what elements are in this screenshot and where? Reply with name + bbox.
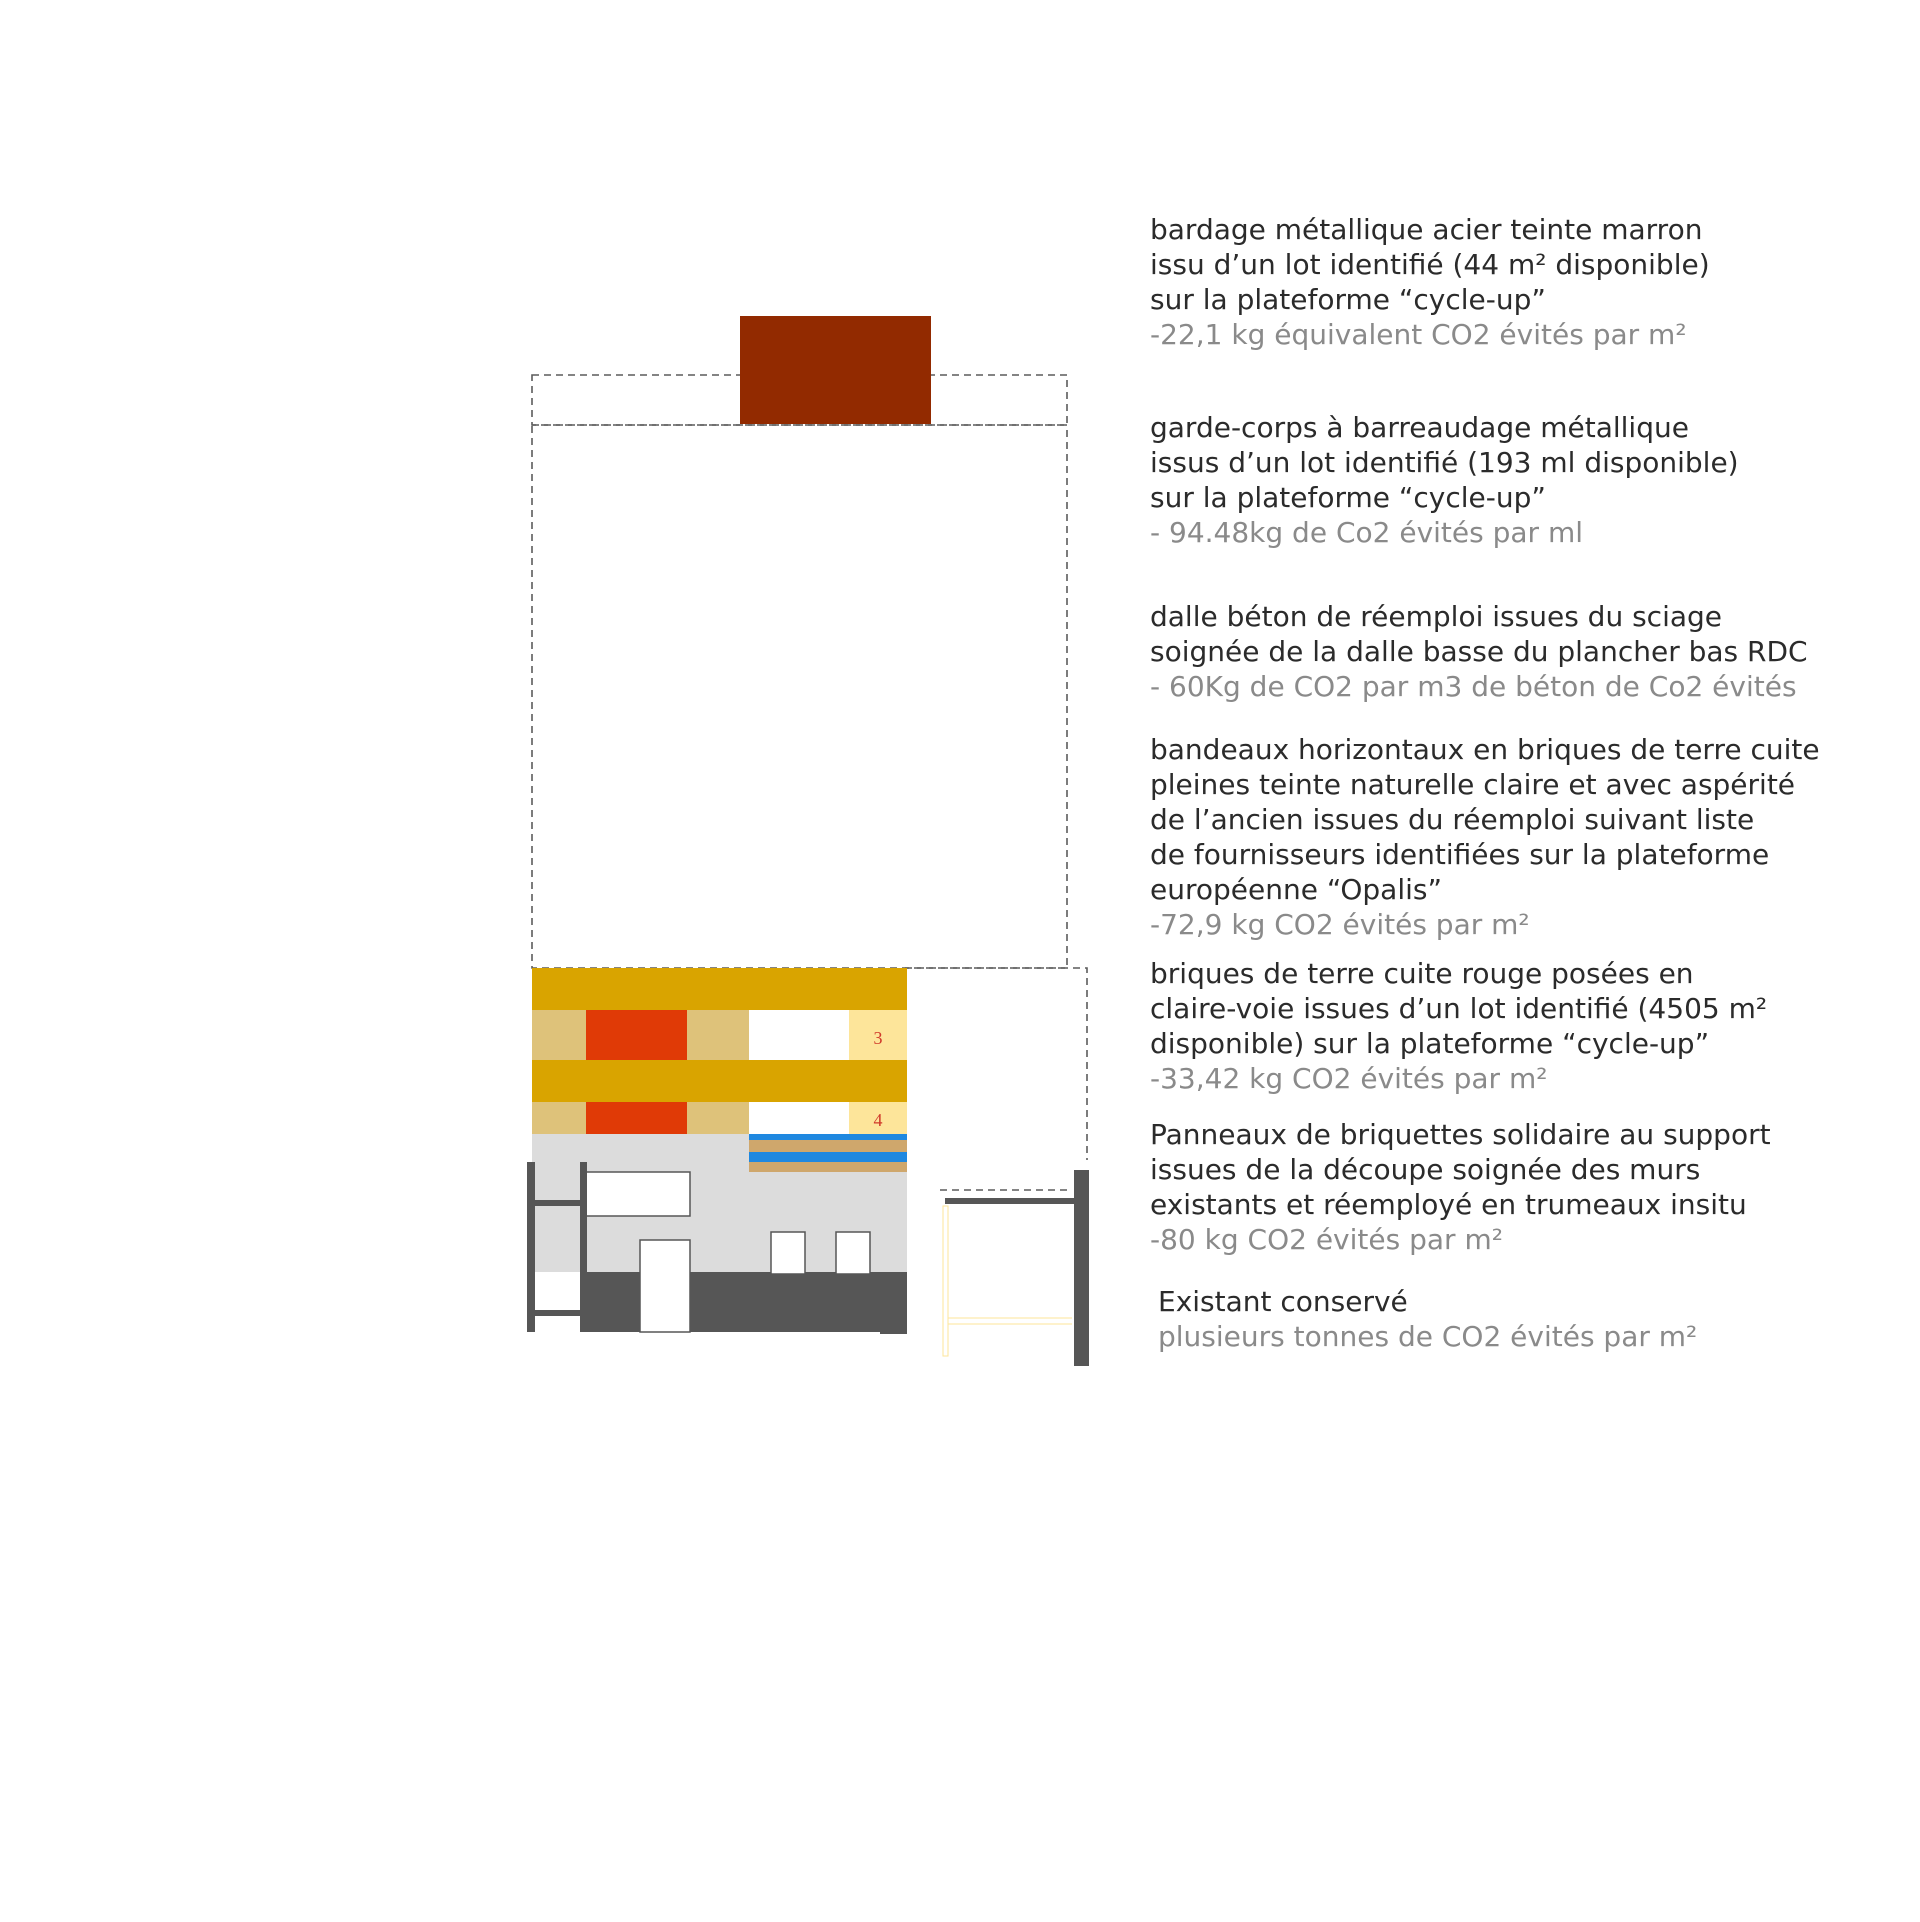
annotation-co2-note: - 94.48kg de Co2 évités par ml [1150,516,1584,549]
annotation-line: Existant conservé [1158,1285,1408,1318]
annotation-co2-note: -72,9 kg CO2 évités par m² [1150,908,1530,941]
light-brick-mid-1 [687,1010,749,1060]
annotation-bandeaux [1150,732,1820,942]
annotation-co2-note: -33,42 kg CO2 évités par m² [1150,1062,1548,1095]
marker-3: 3 [873,1028,883,1048]
annotation-co2-note: -22,1 kg équivalent CO2 évités par m² [1150,318,1687,351]
annotation-briques [1150,956,1767,1096]
annotation-bardage [1150,212,1710,352]
existing-window-left [586,1172,690,1216]
annotation-line: garde-corps à barreaudage métallique [1150,411,1689,444]
slab-layer-wood-2 [749,1162,907,1172]
leader-garde-corps [945,478,1125,508]
leader-briquettes [892,1113,1128,1198]
existing-left-beam-low [527,1310,587,1316]
annotation-briquettes [1150,1117,1771,1257]
annotation-existant [1158,1284,1697,1354]
existing-left-post [527,1162,535,1332]
red-brick-panel-1 [586,1010,687,1060]
annotation-line: sur la plateforme “cycle-up” [1150,481,1546,514]
annotation-line: Panneaux de briquettes solidaire au support [1150,1118,1771,1151]
annotation-line: de fournisseurs identifiées sur la plateforme [1150,838,1770,871]
annotation-line: bandeaux horizontaux en briques de terre cuite [1150,733,1820,766]
existing-window-b [836,1232,870,1274]
annotation-line: sur la plateforme “cycle-up” [1150,283,1546,316]
existing-door [640,1240,690,1332]
right-annex-dashed-outline [905,968,1087,1160]
existing-dark-base [586,1272,907,1332]
upper-floors-dashed-outline [532,425,1067,968]
slab-layer-blue [749,1152,907,1162]
existing-left-post-2 [580,1162,587,1332]
annotation-line: dalle béton de réemploi issues du sciage [1150,600,1723,633]
existing-left-beam [527,1200,587,1206]
existing-right-beam [945,1198,1080,1204]
annotation-line: issu d’un lot identifié (44 m² disponible) [1150,248,1710,281]
leader-briquettes-2 [955,1238,1128,1273]
annotation-line: de l’ancien issues du réemploi suivant liste [1150,803,1755,836]
light-brick-mid-2 [687,1102,749,1134]
light-brick-left-2 [532,1102,586,1134]
marker-4: 4 [873,1110,883,1130]
slab-layer-top [749,1134,907,1140]
horizontal-band-top [532,968,907,1010]
leader-bandeaux [878,886,1128,988]
annotation-line: existants et réemployé en trumeaux insitu [1150,1188,1747,1221]
annotation-line: pleines teinte naturelle claire et avec aspérité [1150,768,1796,801]
annotation-co2-note: plusieurs tonnes de CO2 évités par m² [1158,1320,1698,1353]
annotation-line: disponible) sur la plateforme “cycle-up” [1150,1027,1710,1060]
annotation-line: issues de la découpe soignée des murs [1150,1153,1701,1186]
existing-window-a [771,1232,805,1274]
annotation-garde-corps [1150,410,1739,550]
horizontal-band-middle [532,1060,907,1102]
annotation-line: européenne “Opalis” [1150,873,1442,906]
annotation-line: briques de terre cuite rouge posées en [1150,957,1694,990]
annotation-line: issus d’un lot identifié (193 ml disponible) [1150,446,1739,479]
annotation-dalle [1150,599,1808,704]
rooftop-steel-cladding [740,316,931,424]
annotation-line: bardage métallique acier teinte marron [1150,213,1703,246]
red-brick-panel-2 [586,1102,687,1134]
annotation-co2-note: - 60Kg de CO2 par m3 de béton de Co2 évités [1150,670,1797,703]
annotation-co2-note: -80 kg CO2 évités par m² [1150,1223,1503,1256]
leader-dalle [953,672,1130,754]
annotation-line: claire-voie issues d’un lot identifié (4505 m² [1150,992,1768,1025]
yellow-balcony-frame [943,1206,948,1356]
slab-layer-wood-1 [749,1140,907,1152]
annotation-line: soignée de la dalle basse du plancher bas RDC [1150,635,1808,668]
light-brick-left-1 [532,1010,586,1060]
